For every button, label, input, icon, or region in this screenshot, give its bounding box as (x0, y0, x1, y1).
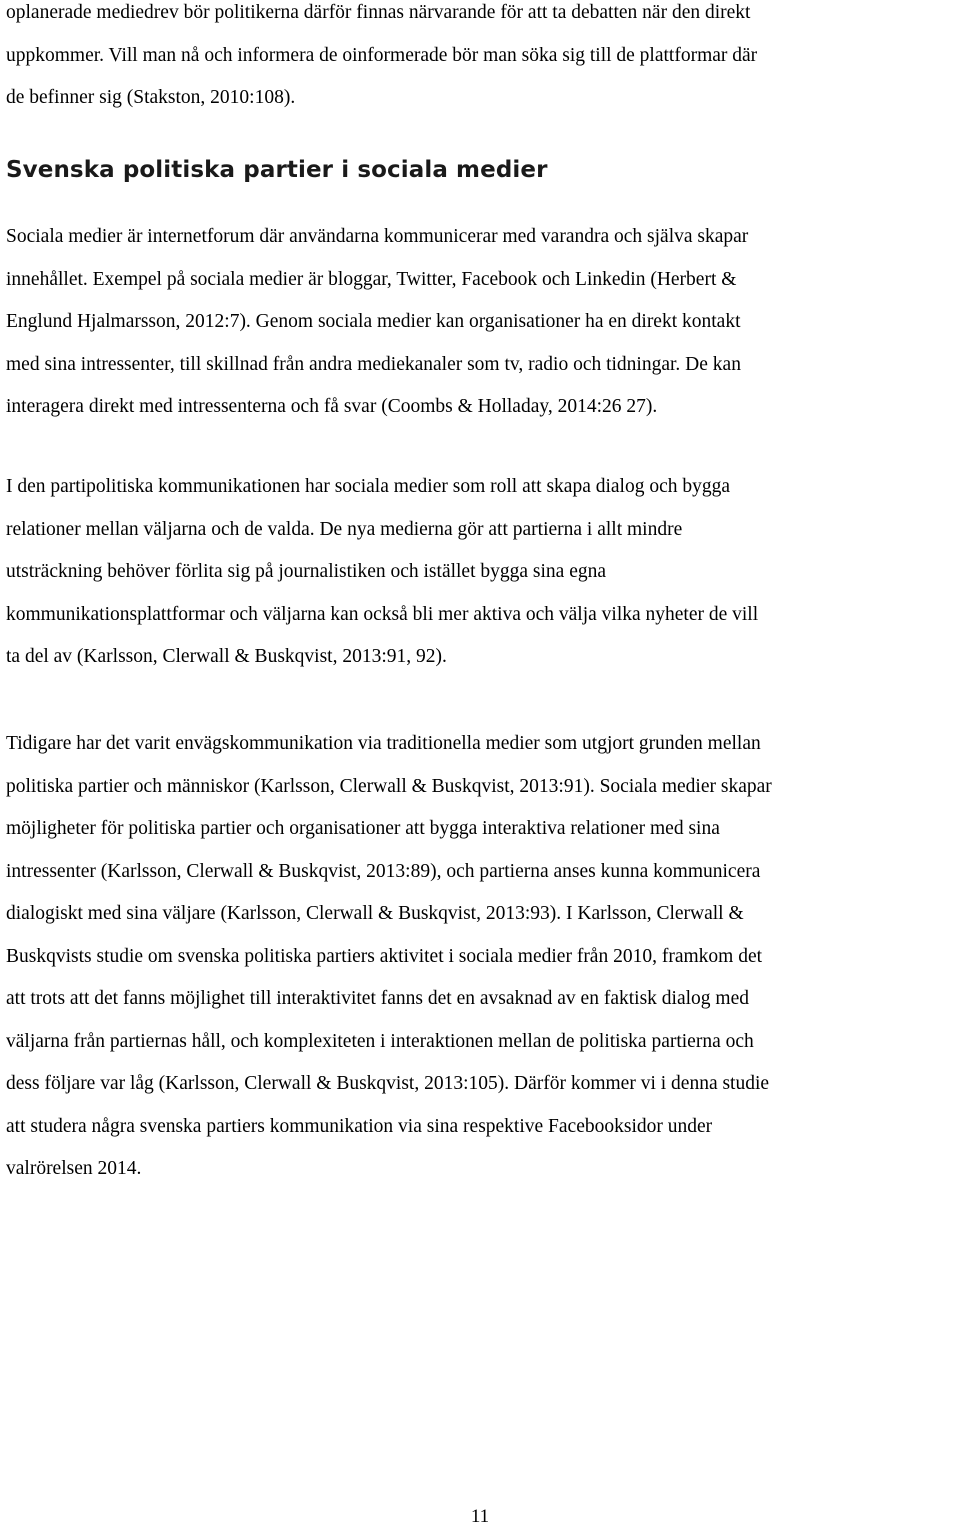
body-paragraph-3 (6, 723, 951, 1191)
text-line: uppkommer. Vill man nå och informera de oinformerade bör man söka sig till de plattformar där (6, 44, 758, 66)
text-line: kommunikationsplattformar och väljarna kan också bli mer aktiva och välja vilka nyheter de vill (6, 603, 759, 625)
text-line: Tidigare har det varit envägskommunikation via traditionella medier som utgjort grunden mellan (6, 733, 761, 754)
text-line: valrörelsen 2014. (6, 1158, 142, 1179)
text-line: intressenter (Karlsson, Clerwall & Buskqvist, 2013:89), och partierna anses kunna kommunicera (6, 860, 761, 882)
text-line: dess följare var låg (Karlsson, Clerwall & Buskqvist, 2013:105). Därför kommer vi i denna studie (6, 1073, 770, 1094)
text-line: innehållet. Exempel på sociala medier är bloggar, Twitter, Facebook och Linkedin (Herbert & (6, 268, 737, 290)
text-line: väljarna från partiernas håll, och komplexiteten i interaktionen mellan de politiska partierna och (6, 1030, 754, 1052)
text-line: att trots att det fanns möjlighet till interaktivitet fanns det en avsaknad av en faktisk dialog med (6, 988, 749, 1009)
text-line: Buskqvists studie om svenska politiska partiers aktivitet i sociala medier från 2010, framkom det (6, 945, 763, 967)
text-line: ta del av (Karlsson, Clerwall & Buskqvist, 2013:91, 92). (6, 646, 447, 667)
body-paragraph-2 (6, 466, 951, 679)
page-number: 11 (470, 1506, 490, 1527)
text-line: relationer mellan väljarna och de valda. De nya medierna gör att partierna i allt mindre (6, 518, 683, 540)
intro-paragraph (6, 0, 951, 120)
body-paragraph-1 (6, 216, 951, 429)
text-line: möjligheter för politiska partier och organisationer att bygga interaktiva relationer med sina (6, 818, 720, 839)
text-line: Englund Hjalmarsson, 2012:7). Genom sociala medier kan organisationer ha en direkt kontakt (6, 311, 741, 332)
text-line: med sina intressenter, till skillnad från andra mediekanaler som tv, radio och tidningar. De kan (6, 353, 741, 375)
text-line: Sociala medier är internetforum där användarna kommunicerar med varandra och själva skapar (6, 226, 749, 247)
text-line: att studera några svenska partiers kommunikation via sina respektive Facebooksidor under (6, 1115, 713, 1137)
text-line: politiska partier och människor (Karlsson, Clerwall & Buskqvist, 2013:91). Sociala medier skapar (6, 775, 772, 797)
text-line: utsträckning behöver förlita sig på journalistiken och istället bygga sina egna (6, 561, 607, 582)
text-line: oplanerade mediedrev bör politikerna därför finnas närvarande för att ta debatten när den direkt (6, 2, 751, 23)
text-line: de befinner sig (Stakston, 2010:108). (6, 87, 296, 108)
text-line: interagera direkt med intressenterna och få svar (Coombs & Holladay, 2014:26 27). (6, 396, 658, 417)
text-line: dialogiskt med sina väljare (Karlsson, Clerwall & Buskqvist, 2013:93). I Karlsson, Clerwall & (6, 903, 744, 924)
text-line: I den partipolitiska kommunikationen har sociala medier som roll att skapa dialog och bygga (6, 476, 731, 497)
section-heading: Svenska politiska partier i sociala medier (6, 157, 548, 183)
